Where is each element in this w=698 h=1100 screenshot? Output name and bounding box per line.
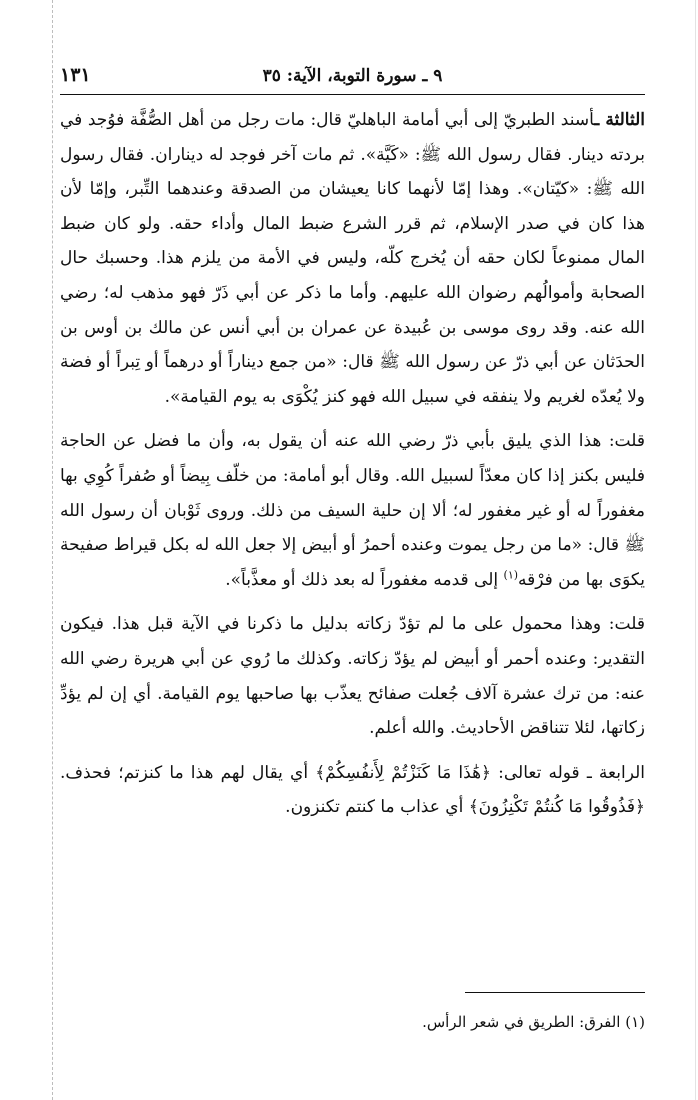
footnotes-section <box>60 992 645 1031</box>
main-text <box>60 103 645 825</box>
paragraph-third-issue <box>60 103 645 414</box>
footnote <box>60 1013 645 1031</box>
gutter-line <box>52 0 53 1100</box>
footnote-separator <box>465 992 645 993</box>
paragraph-text: قلت: هذا الذي يليق بأبي ذرّ رضي الله عنه أن يقول به، وأن ما فضل عن الحاجة فليس بكنز إذا كان معدّاً لسبيل الله. وقال أبو أمامة: من خلّف بِيضاً أو صُفراً كُوِي بها مغفوراً له أو غير مغفور له؛ ألا إن حلية السيف من ذلك. وروى ثَوْبان أن رسول الله ﷺ قال: «ما من رجل يموت وعنده أحمرُ أو أبيض إلا جعل الله له بكل قيراط صفيحة يكوَى بها من فرْقه <box>60 431 645 590</box>
page-edge <box>695 0 696 1100</box>
paragraph-text: أسند الطبريّ إلى أبي أمامة الباهليّ قال: مات رجل من أهل الصُّفَّة فوُجد في بردته دينار. فقال رسول الله ﷺ: «كَيَّة». ثم مات آخر فوجد له ديناران. فقال رسول الله ﷺ: «كيّتان». وهذا إمّا لأنهما كانا يعيشان من الصدقة وعندهما التِّبر، وإمّا لأن هذا كان في صدر الإسلام، ثم قرر الشرع ضبط المال وأداء حقه. ولو كان ضبط المال ممنوعاً لكان حقه أن يُخرج كلّه، وليس في الأمة من يلزم هذا. وحسبك حال الصحابة وأموالُهم رضوان الله عليهم. وأما ما ذكر عن أبي ذَرّ فهو مذهب له؛ رضي الله عنه. وقد روى موسى بن عُبيدة عن عمران بن أبي أنس عن مالك بن أوس بن الحدَثان عن أبي ذرّ عن رسول الله ﷺ قال: «من جمع ديناراً أو درهماً أو تِبراً أو فضة ولا يُعدّه لغريم ولا ينفقه في سبيل الله فهو كنز يُكْوَى به يوم القيامة». <box>60 110 645 407</box>
paragraph-text: قلت: وهذا محمول على ما لم تؤدّ زكاته بدليل ما ذكرنا في الآية قبل هذا. فيكون التقدير: وعنده أحمر أو أبيض لم يؤدّ زكاته. وكذلك ما رُوي عن أبي هريرة رضي الله عنه: من ترك عشرة آلاف جُعلت صفائح يعذّب بها صاحبها يوم القيامة. أي إن لم يؤدِّ زكاتها، لئلا تتناقض الأحاديث. والله أعلم. <box>60 614 645 739</box>
paragraph-fourth-issue <box>60 756 645 825</box>
paragraph-comment <box>60 424 645 597</box>
footnote-reference[interactable]: (١) <box>503 568 519 582</box>
issue-heading: الثالثة ـ <box>594 110 645 130</box>
paragraph-text-continued: إلى قدمه مغفوراً له بعد ذلك أو معذَّباً». <box>225 569 504 590</box>
book-page <box>60 60 645 835</box>
footnote-text: الفرق: الطريق في شعر الرأس. <box>422 1013 626 1031</box>
page-number: ١٣١ <box>60 64 91 86</box>
running-header <box>60 60 645 95</box>
footnote-marker: (١) <box>625 1013 645 1031</box>
chapter-heading: ٩ ـ سورة التوبة، الآية: ٣٥ <box>262 66 443 86</box>
paragraph-comment-2 <box>60 607 645 745</box>
paragraph-text: الرابعة ـ قوله تعالى: ﴿هَٰذَا مَا كَنَزْتُمْ لِأَنفُسِكُمْ﴾ أي يقال لهم هذا ما كنزتم؛ فحذف. ﴿فَذُوقُوا مَا كُنتُمْ تَكْنِزُونَ﴾ أي عذاب ما كنتم تكنزون. <box>60 762 645 818</box>
